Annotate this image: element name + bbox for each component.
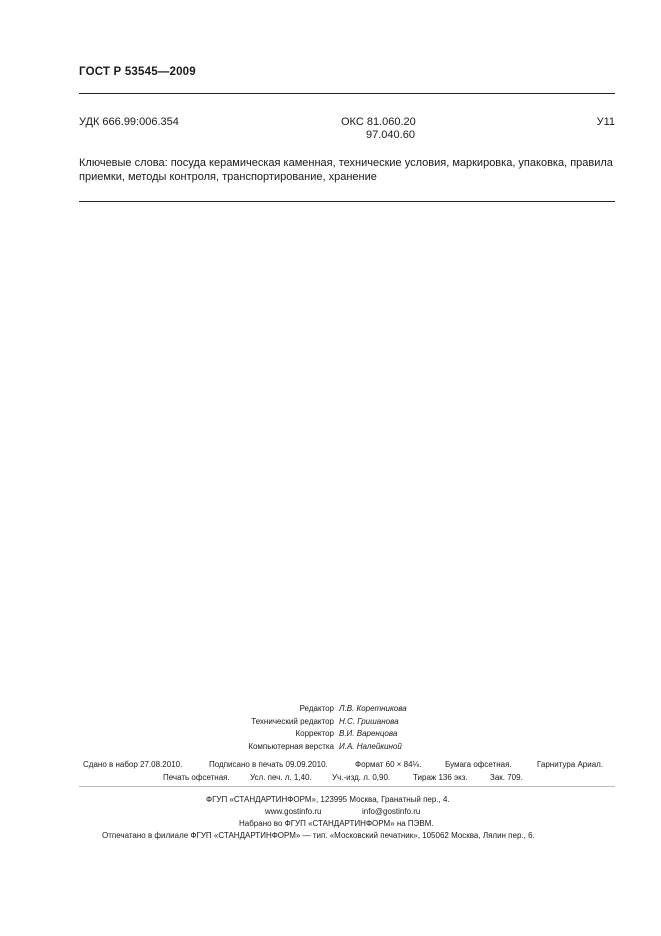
imprint-typeface: Гарнитура Ариал. bbox=[537, 760, 604, 769]
imprint-print-run: Тираж 136 экз. bbox=[413, 773, 468, 782]
credit-person: В.И. Варенцова bbox=[339, 729, 398, 739]
publisher-row-3 bbox=[0, 818, 661, 830]
imprint-row-1 bbox=[0, 758, 661, 771]
publisher-row-4 bbox=[0, 830, 661, 842]
credit-person: И.А. Налейкиной bbox=[339, 741, 402, 751]
imprint-submitted: Сдано в набор 27.08.2010. bbox=[83, 760, 183, 769]
imprint-printing: Печать офсетная. bbox=[163, 773, 230, 782]
header-rule bbox=[79, 93, 615, 94]
imprint-order: Зак. 709. bbox=[490, 773, 523, 782]
credit-row bbox=[0, 741, 661, 754]
credit-row bbox=[0, 728, 661, 741]
credit-role: Технический редактор bbox=[251, 716, 334, 726]
keywords-rule bbox=[79, 201, 615, 202]
credit-person: Н.С. Гришанова bbox=[339, 716, 399, 726]
credit-role: Редактор bbox=[299, 704, 334, 713]
imprint-sheets: Усл. печ. л. 1,40. bbox=[250, 773, 312, 782]
publisher-typeset: Набрано во ФГУП «СТАНДАРТИНФОРМ» на ПЭВМ. bbox=[239, 819, 434, 828]
credit-row bbox=[0, 716, 661, 729]
category-code: У11 bbox=[596, 116, 615, 128]
publisher-printed: Отпечатано в филиале ФГУП «СТАНДАРТИНФОРМ» — тип. «Московский печатник», 105062 Москва, Лялин пер., 6. bbox=[102, 831, 535, 840]
credit-person: Л.В. Коретникова bbox=[339, 704, 407, 713]
publisher-email: info@gostinfo.ru bbox=[362, 807, 421, 816]
publisher-address: ФГУП «СТАНДАРТИНФОРМ», 123995 Москва, Гранатный пер., 4. bbox=[206, 795, 450, 804]
oks-code-1: ОКС 81.060.20 bbox=[341, 116, 416, 128]
imprint-pub-sheets: Уч.-изд. л. 0,90. bbox=[332, 773, 391, 782]
imprint-row-2 bbox=[0, 771, 661, 784]
imprint-signed: Подписано в печать 09.09.2010. bbox=[209, 760, 328, 769]
imprint-format: Формат 60 × 84⅛. bbox=[355, 760, 422, 769]
credit-role: Компьютерная верстка bbox=[248, 741, 334, 751]
standard-code: ГОСТ Р 53545—2009 bbox=[79, 66, 196, 78]
oks-code-2: 97.040.60 bbox=[366, 129, 415, 141]
credits-block bbox=[0, 703, 661, 753]
publisher-row-1 bbox=[0, 794, 661, 806]
publisher-row-2 bbox=[0, 806, 661, 818]
credit-role: Корректор bbox=[295, 729, 334, 739]
keywords-text: Ключевые слова: посуда керамическая каменная, технические условия, маркировка, упаковка, правила приемки, методы контроля, транспортирование, хранение bbox=[79, 157, 613, 183]
oks-codes bbox=[341, 116, 416, 142]
publisher-website: www.gostinfo.ru bbox=[265, 807, 322, 816]
publisher-block bbox=[0, 794, 661, 842]
imprint-block bbox=[0, 758, 661, 784]
credit-row bbox=[0, 703, 661, 716]
imprint-divider bbox=[79, 786, 615, 787]
udk-code: УДК 666.99:006.354 bbox=[79, 116, 179, 128]
imprint-paper: Бумага офсетная. bbox=[445, 760, 512, 769]
